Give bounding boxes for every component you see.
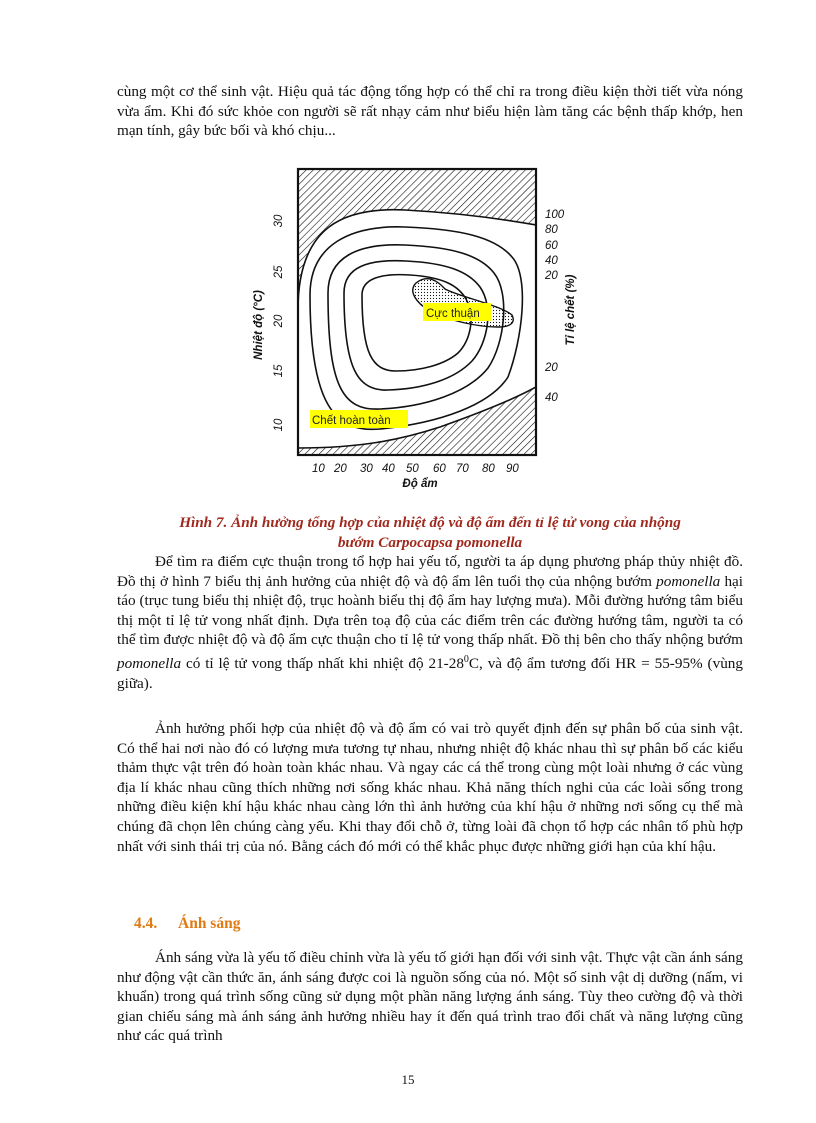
right-tick-20: 20	[545, 270, 558, 282]
x-tick-80: 80	[482, 463, 495, 475]
y-tick-10: 10	[273, 418, 285, 432]
p2-text1: Để tìm ra điểm cực thuận trong tổ hợp hai yếu tố, người ta áp dụng phương pháp thủy nhiệt đồ. Đồ thị ở hình 7 biểu thị ảnh hưởng của nhiệt độ và độ ẩm lên tuổi thọ của nhộng bướm	[117, 553, 743, 590]
paragraph-light: Ánh sáng vừa là yếu tố điều chỉnh vừa là yếu tố giới hạn đối với sinh vật. Thực vật cần ánh sáng như động vật cần thức ăn, ánh sáng được coi là nguồn sống của nó. Một số sinh vật dị dưỡng (nấm, vi khuẩn) trong quá trình sống cũng sử dụng một phần năng lượng ánh sáng. Tùy theo cường độ và thời gian chiếu sáng mà ánh sáng ảnh hưởng nhiều hay ít đến quá trình trao đổi chất và năng lượng cũng như các quá trình	[117, 949, 743, 1045]
y-axis-label: Nhiệt độ (°C)	[253, 290, 265, 360]
x-tick-10: 10	[312, 463, 325, 475]
figure-caption-line1: Hình 7. Ảnh hưởng tổng hợp của nhiệt độ và độ ẩm đến tỉ lệ tử vong của nhộng	[179, 514, 681, 531]
x-tick-90: 90	[506, 463, 519, 475]
x-axis-label: Độ ẩm	[402, 478, 438, 490]
paragraph-distribution: Ảnh hưởng phối hợp của nhiệt độ và độ ẩm có vai trò quyết định đến sự phân bố của sinh vật. Có thể hai nơi nào đó có lượng mưa tương tự nhau, nhưng nhiệt độ khác nhau thì sự phân bố các kiểu thảm thực vật trên đó hoàn toàn khác nhau. Và ngay các cá thể trong cùng một loài nhưng ở các vùng địa lí khác nhau cũng thích những nơi sống khác nhau. Khả năng thích nghi của các loài sống trong những điều kiện khí hậu khác nhau càng lớn thì ảnh hưởng của khí hậu ở những nơi sống cụ thể mà chúng đã chọn lên chúng càng yếu. Khi thay đổi chỗ ở, từng loài đã chọn tổ hợp các nhân tố phù hợp nhất với sinh thái trị của nó. Bằng cách đó mới có thể khắc phục được những giới hạn của khí hậu.	[117, 720, 743, 855]
x-tick-70: 70	[456, 463, 469, 475]
temperature-humidity-mortality-figure	[240, 165, 580, 495]
y-tick-15: 15	[273, 364, 285, 378]
right-tick-60: 60	[545, 240, 558, 252]
p2-sup: 0	[463, 653, 469, 665]
right-tick-40-lower: 40	[545, 392, 558, 404]
x-tick-20: 20	[334, 463, 347, 475]
right-tick-20-lower: 20	[545, 362, 558, 374]
y-tick-30: 30	[273, 214, 285, 228]
section-title: Ánh sáng	[178, 915, 241, 932]
x-tick-40: 40	[382, 463, 395, 475]
p2-text4: C, và độ ẩm tương đối HR = 55-95% (vùng giữa).	[117, 655, 743, 692]
section-number: 4.4.	[134, 915, 158, 932]
right-axis-label: Tỉ lệ chết (%)	[565, 274, 577, 346]
p2-italic2: pomonella	[117, 655, 182, 673]
x-tick-30: 30	[360, 463, 373, 475]
intro-paragraph: cùng một cơ thể sinh vật. Hiệu quả tác động tổng hợp có thể chỉ ra trong điều kiện thời tiết vừa nóng vừa ẩm. Khi đó sức khỏe con người sẽ rất nhạy cảm như biểu hiện làm tăng các bệnh thấp khớp, hen mạn tính, gây bức bối và khó chịu...	[117, 83, 743, 140]
section-heading	[134, 915, 240, 933]
right-tick-100: 100	[545, 209, 565, 221]
x-tick-60: 60	[433, 463, 446, 475]
optimum-label: Cực thuận	[426, 308, 480, 320]
paragraph-hydrothermal-method	[117, 552, 743, 693]
lethal-label: Chết hoàn toàn	[312, 415, 391, 427]
right-tick-40: 40	[545, 255, 558, 267]
y-tick-25: 25	[273, 265, 285, 279]
right-tick-80: 80	[545, 224, 558, 236]
y-tick-20: 20	[273, 314, 285, 328]
page-number: 15	[401, 1072, 415, 1087]
x-tick-50: 50	[406, 463, 419, 475]
p2-text3: có tỉ lệ tử vong thấp nhất khi nhiệt độ 21-28	[181, 655, 464, 673]
figure-caption-line2: bướm Carpocapsa pomonella	[337, 534, 523, 551]
p2-italic1: pomonella	[656, 572, 721, 590]
p2-text2: hại táo (trục tung biểu thị nhiệt độ, trục hoành biểu thị độ ẩm hay lượng mưa). Mỗi đường hướng tâm biểu thị một tỉ lệ tử vong nhất định. Dựa trên toạ độ của các điểm trên các đường hướng tâm, người ta có thể tìm được nhiệt độ và độ ẩm cực thuận cho tỉ lệ tử vong thấp nhất. Đồ thị bên cho thấy nhộng bướm	[117, 572, 743, 649]
